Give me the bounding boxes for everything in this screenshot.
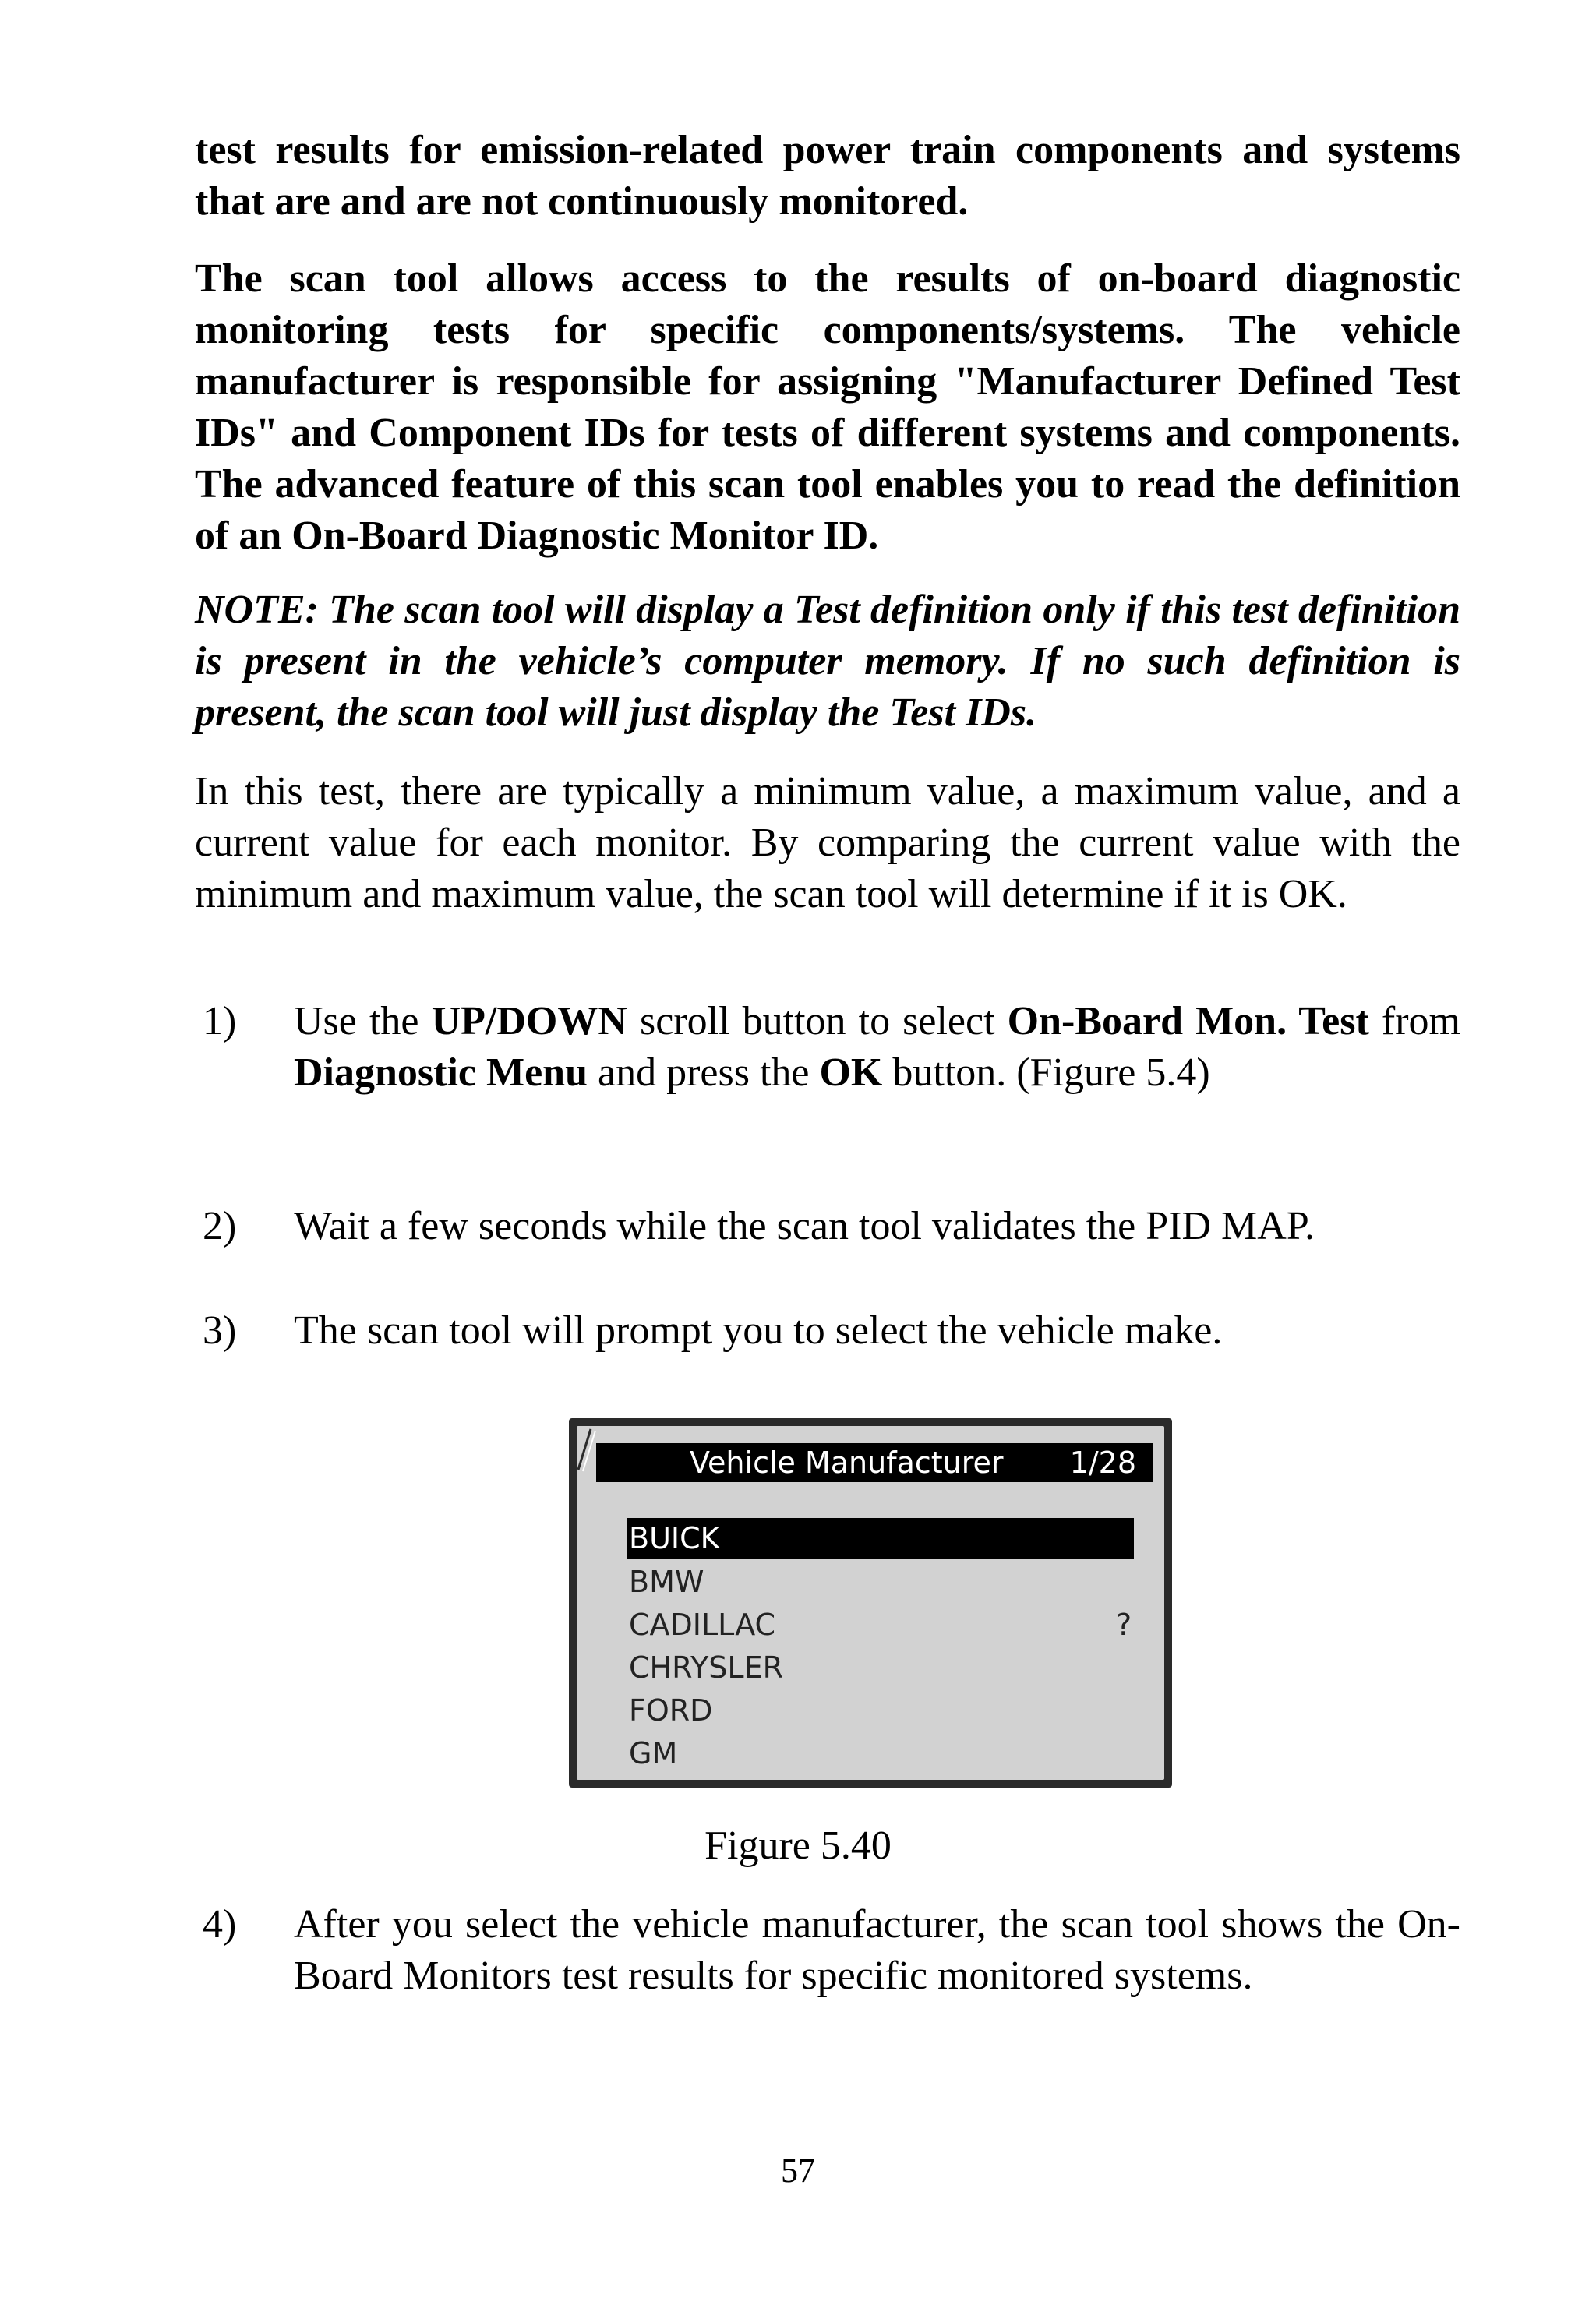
key-name: UP/DOWN	[431, 999, 627, 1043]
scan-tool-description-paragraph: The scan tool allows access to the results of on-board diagnostic monitoring tests for specific components/systems. The vehicle manufacturer is responsible for assigning "Manufacturer Defined Test IDs" and Component IDs for tests of different systems and components. The advanced feature of this scan tool enables you to read the definition of an On-Board Diagnostic Monitor ID.	[195, 256, 1460, 558]
step-text: After you select the vehicle manufacturer, the scan tool shows the On-Board Monitors test results for specific monitored systems.	[294, 1902, 1460, 1998]
step-number: 4)	[203, 1902, 237, 1947]
list-item-cadillac[interactable]: CADILLAC	[629, 1608, 776, 1642]
step-number: 2)	[203, 1204, 237, 1248]
figure-caption: Figure 5.40	[704, 1823, 892, 1868]
help-icon[interactable]: ?	[1116, 1608, 1132, 1642]
page-number: 57	[781, 2152, 815, 2190]
screen-title: Vehicle Manufacturer	[690, 1446, 1004, 1480]
screen-title-bar	[596, 1443, 1153, 1482]
screen-display	[577, 1426, 1164, 1780]
list-item-buick[interactable]: BUICK	[627, 1518, 1134, 1559]
list-item-bmw[interactable]: BMW	[629, 1565, 704, 1599]
menu-item-name: On-Board Mon. Test	[1007, 999, 1369, 1043]
step-text: The scan tool will prompt you to select the vehicle make.	[294, 1308, 1223, 1353]
note-paragraph: NOTE: The scan tool will display a Test definition only if this test definition is present in the vehicle’s computer memory. If no such definition is present, the scan tool will just display the Test IDs.	[195, 588, 1460, 735]
step-text: Wait a few seconds while the scan tool validates the PID MAP.	[294, 1204, 1315, 1248]
test-explanation-paragraph: In this test, there are typically a minimum value, a maximum value, and a current value for each monitor. By comparing the current value with the minimum and maximum value, the scan tool will determine if it is OK.	[195, 769, 1460, 916]
manufacturer-list	[627, 1518, 1134, 1775]
list-item-gm[interactable]: GM	[629, 1736, 678, 1770]
intro-paragraph: test results for emission-related power train components and systems that are and are not continuously monitored.	[195, 128, 1460, 224]
key-name: OK	[819, 1050, 883, 1095]
list-item-ford[interactable]: FORD	[629, 1693, 713, 1728]
step-number: 1)	[203, 999, 237, 1043]
menu-name: Diagnostic Menu	[294, 1050, 588, 1095]
list-item-chrysler[interactable]: CHRYSLER	[629, 1650, 783, 1685]
step-text: Use the UP/DOWN scroll button to select On-Board Mon. Test from Diagnostic Menu and press the OK button. (Figure 5.4)	[294, 999, 1460, 1095]
step-number: 3)	[203, 1308, 237, 1353]
scan-tool-screen	[569, 1418, 1172, 1788]
item-counter: 1/28	[1069, 1446, 1136, 1480]
